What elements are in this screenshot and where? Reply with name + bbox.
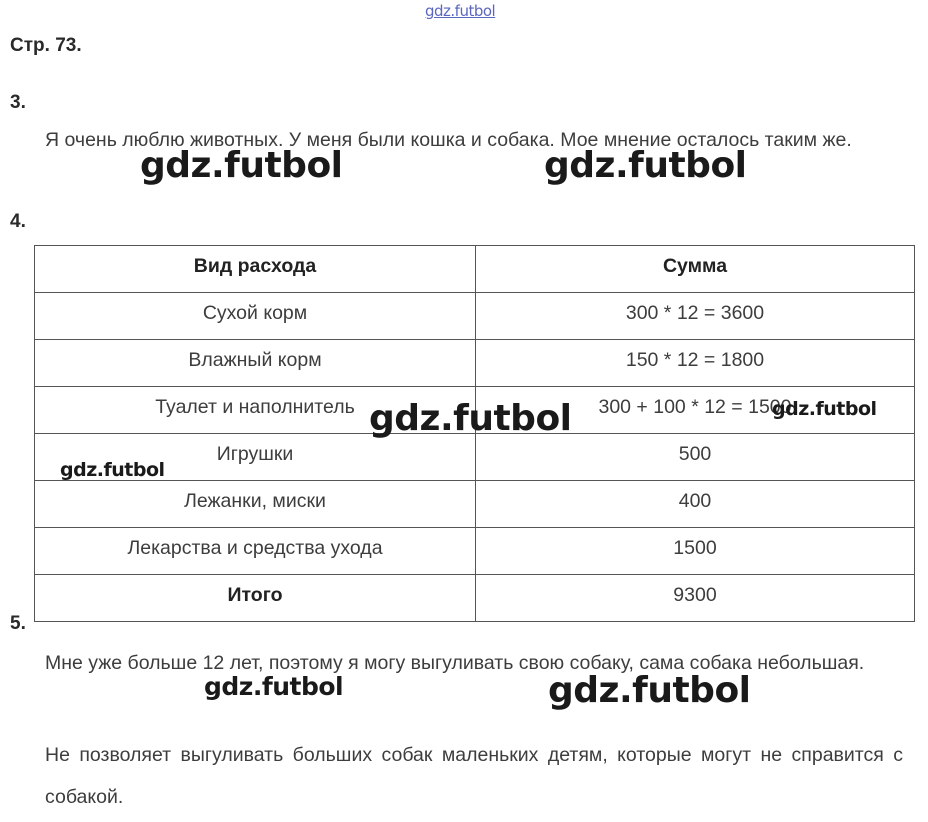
cell-amount: 150 * 12 = 1800 [476,340,915,387]
cell-expense-type: Лежанки, миски [35,481,476,528]
task-3-number: 3. [10,92,26,113]
cell-expense-type: Сухой корм [35,293,476,340]
watermark-overlay: gdz.futbol [548,670,751,711]
table-row [35,528,915,575]
task-5-paragraph-1: Мне уже больше 12 лет, поэтому я могу выгуливать свою собаку, сама собака небольшая. [45,652,865,674]
watermark-overlay: gdz.futbol [772,398,877,420]
table-header-row [35,246,915,293]
task-5-paragraph-2: Не позволяет выгуливать больших собак маленьких детям, которые могут не справится с собакой. [45,744,903,808]
cell-amount: 300 + 100 * 12 = 1500 [476,387,915,434]
watermark-overlay: gdz.futbol [369,398,572,439]
table-row-total [35,575,915,622]
watermark-top[interactable]: gdz.futbol [425,2,496,20]
table-row [35,340,915,387]
cell-amount: 1500 [476,528,915,575]
task-5-number: 5. [10,613,26,634]
cell-amount: 400 [476,481,915,528]
cell-total-label: Итого [35,575,476,622]
watermark-overlay: gdz.futbol [140,145,343,186]
page-title: Стр. 73. [10,35,82,56]
cell-expense-type: Туалет и наполнитель [35,387,476,434]
watermark-overlay: gdz.futbol [204,672,344,701]
watermark-overlay: gdz.futbol [60,459,165,481]
cell-expense-type: Игрушки [35,434,476,481]
table-row [35,481,915,528]
cell-amount: 500 [476,434,915,481]
cell-expense-type: Лекарства и средства ухода [35,528,476,575]
cell-amount: 300 * 12 = 3600 [476,293,915,340]
table-row [35,434,915,481]
cell-expense-type: Влажный корм [35,340,476,387]
watermark-overlay: gdz.futbol [544,145,747,186]
header-amount: Сумма [476,246,915,293]
task-4-number: 4. [10,211,26,232]
table-row [35,293,915,340]
task-3-text: Я очень люблю животных. У меня были кошка и собака. Мое мнение осталось таким же. [45,129,852,151]
header-expense-type: Вид расхода [35,246,476,293]
cell-total-amount: 9300 [476,575,915,622]
